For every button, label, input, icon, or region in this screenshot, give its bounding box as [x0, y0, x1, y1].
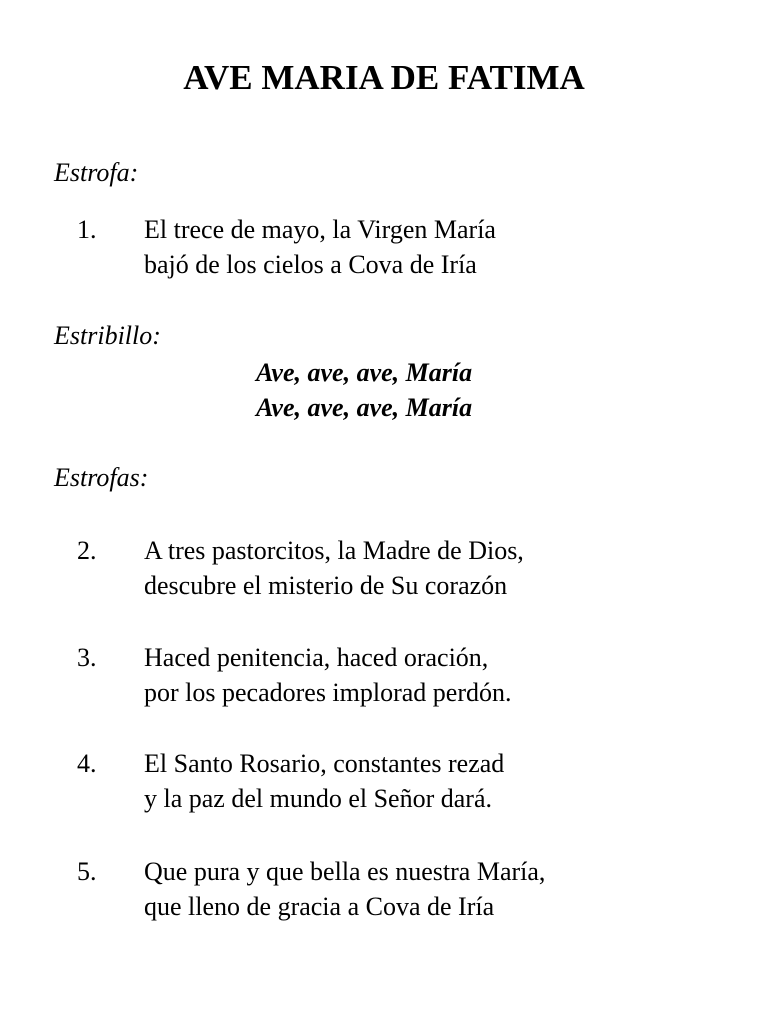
verse-line: descubre el misterio de Su corazón: [144, 571, 508, 600]
verse-lines: [144, 746, 744, 816]
estribillo-label: Estribillo:: [54, 321, 161, 350]
estrofas-label: Estrofas:: [54, 463, 149, 492]
verse-number: 5.: [77, 857, 97, 886]
verse-lines: [144, 212, 744, 282]
verse-line: por los pecadores implorad perdón.: [144, 678, 512, 707]
refrain-line: Ave, ave, ave, María: [256, 393, 473, 422]
verse-line: y la paz del mundo el Señor dará.: [144, 784, 492, 813]
verse-lines: [144, 640, 744, 710]
verse-lines: [144, 533, 744, 603]
verse-line: El Santo Rosario, constantes rezad: [144, 749, 505, 778]
song-title: AVE MARIA DE FATIMA: [183, 58, 585, 97]
refrain-line: Ave, ave, ave, María: [256, 358, 473, 387]
verse-lines: [144, 854, 744, 924]
estrofa-label: Estrofa:: [54, 158, 139, 187]
verse-line: Haced penitencia, haced oración,: [144, 643, 489, 672]
verse-line: Que pura y que bella es nuestra María,: [144, 857, 546, 886]
verse-number: 2.: [77, 536, 97, 565]
refrain: [256, 355, 472, 425]
verse-line: bajó de los cielos a Cova de Iría: [144, 250, 477, 279]
verse-number: 1.: [77, 215, 97, 244]
verse-number: 3.: [77, 643, 97, 672]
verse-line: A tres pastorcitos, la Madre de Dios,: [144, 536, 524, 565]
verse-line: que lleno de gracia a Cova de Iría: [144, 892, 495, 921]
verse-line: El trece de mayo, la Virgen María: [144, 215, 496, 244]
verse-number: 4.: [77, 749, 97, 778]
